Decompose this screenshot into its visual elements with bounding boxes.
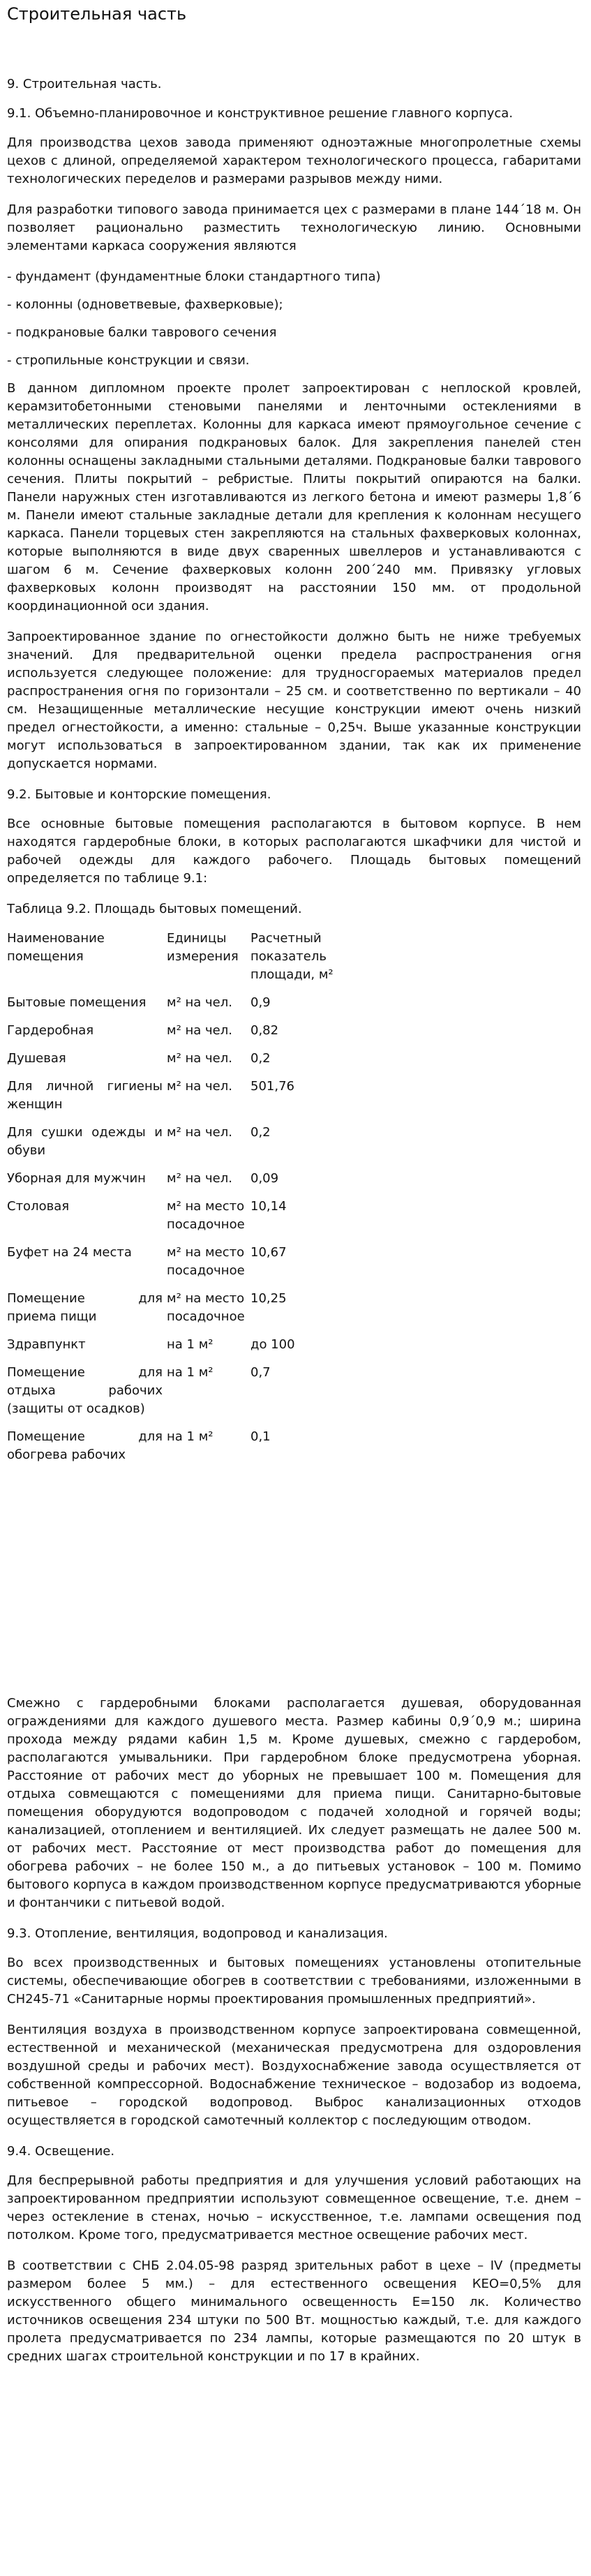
table-row — [7, 1290, 334, 1336]
section-heading-9-3: 9.3. Отопление, вентиляция, водопровод и канализация. — [7, 1926, 388, 1941]
bullet-item: - фундамент (фундаментные блоки стандартного типа) — [7, 269, 381, 284]
table-header-cell: Наименование помещения — [7, 931, 105, 964]
page-title: Строительная часть — [7, 4, 187, 24]
paragraph: Вентиляция воздуха в производственном корпусе запроектирована совмещенной, естественной и механической (механическая предусмотрена для оздоровления воздушной среды и рабочих мест). Воздухоснабжение завода осуществляется от собственной компрессорной. Водоснабжение техническое – водозабор из водоема, питьевое – городской водопровод. Выброс канализационных отходов осуществляется в городской самотечный коллектор с последующим отводом. — [7, 2023, 581, 2128]
section-heading-9-2: 9.2. Бытовые и конторские помещения. — [7, 787, 271, 802]
table-cell: 10,25 — [250, 1291, 287, 1306]
paragraph: Для беспрерывной работы предприятия и для улучшения условий работающих на запроектированном предприятии используют совмещенное освещение, т.е. днем – через остекление в стенах, ночью – искусственное, т.е. лампами освещения под потолком. Кроме того, предусматривается местное освещение рабочих мест. — [7, 2173, 581, 2242]
table-cell: на 1 м² — [167, 1429, 214, 1444]
table-cell: м² на место посадочное — [167, 1245, 245, 1278]
table-cell: м² на место посадочное — [167, 1291, 245, 1324]
paragraph: Во всех производственных и бытовых помещениях установлены отопительные системы, обеспечивающие обогрев в соответствии с требованиями, изложенными в СН245-71 «Санитарные нормы проектирования промышленных предприятий». — [7, 1956, 581, 2007]
table-cell: 0,82 — [250, 1023, 279, 1038]
table-row — [7, 1244, 334, 1290]
table-row — [7, 1170, 334, 1198]
table-row — [7, 1050, 334, 1078]
table-cell: Для сушки одежды и обуви — [7, 1125, 163, 1158]
table-row — [7, 1428, 334, 1474]
table-cell: Помещение для отдыха рабочих (защиты от осадков) — [7, 1365, 163, 1416]
paragraph: В данном дипломном проекте пролет запроектирован с неплоской кровлей, керамзитобетонными стеновыми панелями и ленточными остеклениями в металлических переплетах. Колонны для каркаса имеют прямоугольное сечение с консолями для опирания подкрановых балок. Для закрепления панелей стен колонны оснащены закладными стальными деталями. Подкрановые балки таврового сечения. Плиты покрытий – ребристые. Плиты покрытий опираются на балки. Панели наружных стен изготавливаются из легкого бетона и имеют размеры 1,8´6 м. Панели имеют стальные закладные детали для крепления к колоннам несущего каркаса. Панели торцевых стен закрепляются на стальных фахверковых колоннах, которые выполняются в виде двух сваренных швеллеров и устанавливаются с шагом 6 м. Сечение фахверковых колонн 200´240 мм. Привязку угловых фахверковых колонн производят на расстоянии 150 мм. от продольной координационной оси здания. — [7, 381, 581, 613]
table-row — [7, 1364, 334, 1428]
table-cell: на 1 м² — [167, 1365, 214, 1380]
table-row — [7, 1124, 334, 1170]
table-cell: Столовая — [7, 1199, 70, 1214]
table-header-cell: Единицы измерения — [167, 931, 239, 964]
area-table — [7, 930, 334, 1474]
table-header-row — [7, 930, 334, 994]
table-cell: м² на место посадочное — [167, 1199, 245, 1232]
table-cell: 0,9 — [250, 995, 271, 1010]
table-cell: м² на чел. — [167, 995, 232, 1010]
paragraph: Все основные бытовые помещения располагаются в бытовом корпусе. В нем находятся гардеробные блоки, в которых располагаются шкафчики для чистой и рабочей одежды для каждого рабочего. Площадь бытовых помещений определяется по таблице 9.1: — [7, 817, 581, 886]
paragraph: Для производства цехов завода применяют одноэтажные многопролетные схемы цехов с длиной, определяемой характером технологического процесса, габаритами технологических переделов и размерами разрывов между ними. — [7, 135, 581, 186]
table-cell: 0,1 — [250, 1429, 271, 1444]
table-row — [7, 994, 334, 1022]
table-cell: Уборная для мужчин — [7, 1171, 146, 1186]
table-row — [7, 1078, 334, 1124]
bullet-item: - колонны (одноветвевые, фахверковые); — [7, 297, 283, 312]
table-cell: 501,76 — [250, 1079, 294, 1094]
section-9-1 — [7, 75, 581, 1474]
table-cell: Помещение для обогрева рабочих — [7, 1429, 163, 1462]
table-cell: Гардеробная — [7, 1023, 94, 1038]
table-cell: до 100 — [250, 1337, 295, 1352]
paragraph: Для разработки типового завода принимается цех с размерами в плане 144´18 м. Он позволяет рационально разместить технологическую линию. Основными элементами каркаса сооружения являются — [7, 202, 581, 253]
table-cell: на 1 м² — [167, 1337, 214, 1352]
paragraph: В соответствии с СНБ 2.04.05-98 разряд зрительных работ в цехе – IV (предметы размером более 5 мм.) – для естественного освещения КЕО=0,5% для искусственного общего минимального освещенность Е=150 лк. Количество источников освещения 234 штуки по 500 Вт. мощностью каждый, т.е. для каждого пролета предусматривается по 234 лампы, которые размещаются по 20 штук в средних шагах строительной конструкции и по 17 в крайних. — [7, 2258, 581, 2364]
table-cell: м² на чел. — [167, 1023, 232, 1038]
table-cell: 0,2 — [250, 1051, 271, 1066]
table-cell: 0,7 — [250, 1365, 271, 1380]
table-cell: м² на чел. — [167, 1171, 232, 1186]
table-cell: 0,09 — [250, 1171, 279, 1186]
table-cell: м² на чел. — [167, 1125, 232, 1140]
table-cell: Бытовые помещения — [7, 995, 147, 1010]
table-cell: м² на чел. — [167, 1051, 232, 1066]
table-row — [7, 1336, 334, 1364]
table-cell: 10,67 — [250, 1245, 287, 1260]
bullet-item: - подкрановые балки таврового сечения — [7, 325, 277, 340]
table-cell: Здравпункт — [7, 1337, 86, 1352]
table-cell: Буфет на 24 места — [7, 1245, 132, 1260]
table-cell: м² на чел. — [167, 1079, 232, 1094]
table-row — [7, 1022, 334, 1050]
section-heading-9-1: 9.1. Объемно-планировочное и конструктивное решение главного корпуса. — [7, 106, 514, 121]
table-header-cell: Расчетный показатель площади, м² — [250, 931, 334, 982]
table-row — [7, 1198, 334, 1244]
bullet-item: - стропильные конструкции и связи. — [7, 353, 250, 368]
paragraph: Запроектированное здание по огнестойкости должно быть не ниже требуемых значений. Для предварительной оценки предела распространения огня используется следующее положение: для трудносгораемых материалов предел распространения огня по горизонтали – 25 см. и соответственно по вертикали – 40 см. Незащищенные металлические несущие конструкции имеют очень низкий предел огнестойкости, а именно: стальные – 0,25ч. Выше указанные конструкции могут использоваться в запроектированном здании, так как их применение допускается нормами. — [7, 630, 581, 771]
table-caption: Таблица 9.2. Площадь бытовых помещений. — [7, 902, 302, 916]
section-9-2-continued — [7, 1695, 581, 2378]
table-cell: Душевая — [7, 1051, 66, 1066]
paragraph: Смежно с гардеробными блоками располагается душевая, оборудованная ограждениями для каждого душевого места. Размер кабины 0,9´0,9 м.; ширина прохода между рядами кабин 1,5 м. Кроме душевых, смежно с гардеробом, располагаются умывальники. При гардеробном блоке предусмотрена уборная. Расстояние от рабочих мест до уборных не превышает 100 м. Помещения для отдыха совмещаются с помещениями для приема пищи. Санитарно-бытовые помещения оборудуются водопроводом с подачей холодной и горячей воды; канализацией, отоплением и вентиляцией. Их следует размещать не далее 500 м. от рабочих мест. Расстояние от мест производства работ до помещения для обогрева рабочих – не более 150 м., а до питьевых установок – 100 м. Помимо бытового корпуса в каждом производственном корпусе предусматриваются уборные и фонтанчики с питьевой водой. — [7, 1696, 581, 1910]
table-cell: Для личной гигиены женщин — [7, 1079, 163, 1112]
table-cell: 10,14 — [250, 1199, 287, 1214]
table-cell: 0,2 — [250, 1125, 271, 1140]
table-cell: Помещение для приема пищи — [7, 1291, 163, 1324]
chapter-heading: 9. Строительная часть. — [7, 77, 162, 91]
section-heading-9-4: 9.4. Освещение. — [7, 2144, 115, 2159]
